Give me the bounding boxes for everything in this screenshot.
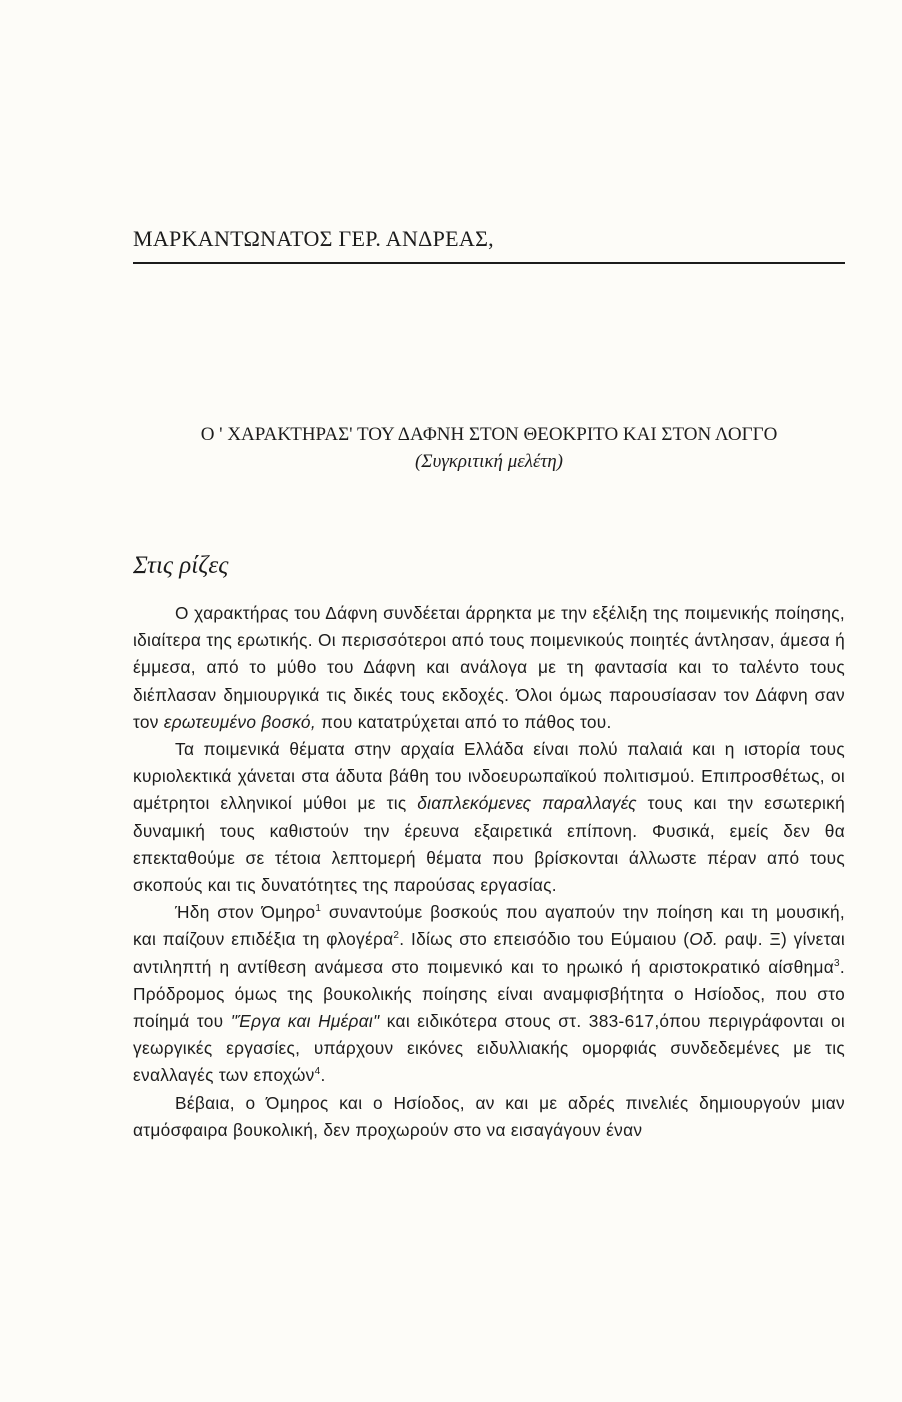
article-subtitle: (Συγκριτική μελέτη): [414, 451, 563, 472]
footnote-marker: 2: [393, 930, 400, 942]
paragraph-text: τους και την εσωτερική δυναμική τους καθιστούν την έρευνα εξαιρετικά επίπονη. Φυσικά, εμείς δεν θα επεκταθούμε σε τέτοια λεπτομερή θέματα που βρίσκονται άλλωστε πέραν από τους σκοπούς και τις δυνατότητες της παρούσας εργασίας.: [133, 793, 845, 896]
paragraph-text: συναντούμε βοσκούς που αγαπούν την ποίηση και τη μουσική, και παίζουν επιδέξια τη φλογέρα: [133, 902, 846, 950]
paragraph: [133, 899, 845, 1089]
paragraph: [133, 1090, 845, 1144]
article-title: Ο ' ΧΑΡΑΚΤΗΡΑΣ' ΤΟΥ ΔΑΦΝΗ ΣΤΟΝ ΘΕΟΚΡΙΤΟ ΚΑΙ ΣΤΟΝ ΛΟΓΓΟ: [200, 424, 778, 445]
paragraph-text: . Ιδίως στο επεισόδιο του Εύμαιου (: [399, 929, 690, 950]
italic-phrase: διαπλεκόμενες παραλλαγές: [417, 793, 637, 814]
header-divider: [133, 262, 845, 264]
section-heading: Στις ρίζες: [133, 552, 229, 579]
paragraph-text: που κατατρύχεται από το πάθος του.: [315, 711, 612, 732]
paragraph-text: και ειδικότερα στους στ. 383-617,όπου περιγράφονται οι γεωργικές εργασίες, υπάρχουν εικόνες ειδυλλιακής ομορφιάς συνδεδεμένες με τις εναλλαγές των εποχών: [133, 1011, 845, 1086]
italic-phrase: Οδ.: [689, 929, 719, 950]
footnote-marker: 1: [315, 903, 322, 915]
body-text: [133, 600, 845, 1144]
author-name: ΜΑΡΚΑΝΤΩΝΑΤΟΣ ΓΕΡ. ΑΝΔΡΕΑΣ,: [133, 226, 494, 251]
paragraph-text: Τα ποιμενικά θέματα στην αρχαία Ελλάδα είναι πολύ παλαιά και η ιστορία τους κυριολεκτικά χάνεται στα άδυτα βάθη του ινδοευρωπαϊκού πολιτισμού. Επιπροσθέτως, οι αμέτρητοι ελληνικοί μύθοι με τις: [133, 739, 845, 814]
italic-phrase: ερωτευμένο βοσκό,: [163, 711, 316, 732]
footnote-marker: 4: [314, 1066, 321, 1078]
italic-phrase: "Έργα και Ημέραι": [230, 1011, 380, 1032]
paragraph-text: .: [320, 1065, 326, 1086]
paragraph: [133, 600, 845, 736]
paragraph-text: Βέβαια, ο Όμηρος και ο Ησίοδος, αν και με αδρές πινελιές δημιουργούν μιαν ατμόσφαιρα βουκολική, δεν προχωρούν στο να εισαγάγουν έναν: [133, 1092, 845, 1140]
paragraph: [133, 736, 845, 899]
paragraph-text: Ο χαρακτήρας του Δάφνη συνδέεται άρρηκτα με την εξέλιξη της ποιμενικής ποίησης, ιδιαίτερα της ερωτικής. Οι περισσότεροι από τους ποιμενικούς ποιητές άντλησαν, άμεσα ή έμμεσα, από το μύθο του Δάφνη και ανάλογα με τη φαντασία και το ταλέντο τους διέπλασαν δημιουργικά τις δικές τους εκδοχές. Όλοι όμως παρουσίασαν τον Δάφνη σαν τον: [133, 603, 845, 732]
paragraph-text: . Πρόδρομος όμως της βουκολικής ποίησης είναι αναμφισβήτητα ο Ησίοδος, που στο ποίημά του: [133, 956, 845, 1032]
paragraph-text: ραψ. Ξ) γίνεται αντιληπτή η αντίθεση ανάμεσα στο ποιμενικό και το ηρωικό ή αριστοκρατικό αίσθημα: [133, 929, 846, 977]
footnote-marker: 3: [834, 957, 840, 969]
paragraph-text: Ήδη στον Όμηρο: [175, 902, 316, 923]
